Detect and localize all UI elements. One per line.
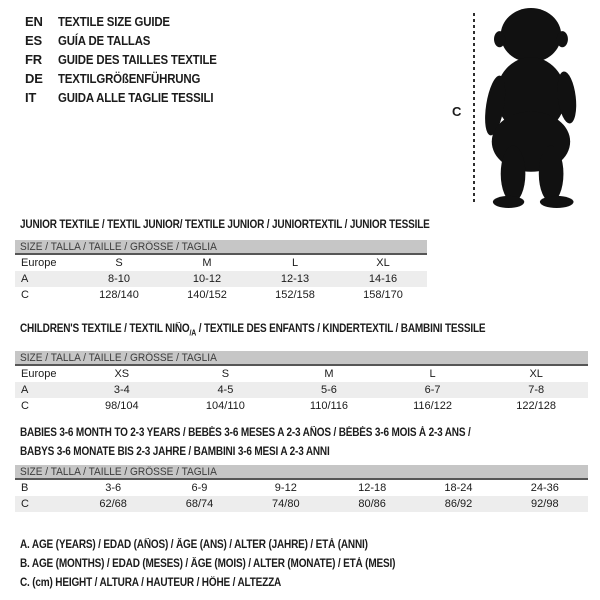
section-title-babies-line1: BABIES 3-6 MONTH TO 2-3 YEARS / BEBÉS 3-6 MESES A 2-3 AÑOS / BÉBÉS 3-6 MOIS À 2-3 ANS / xyxy=(20,427,471,439)
language-row xyxy=(25,88,238,107)
language-row xyxy=(25,50,238,69)
section-title-children xyxy=(20,322,485,336)
size-cell: 92/98 xyxy=(531,498,559,510)
size-cell: 104/110 xyxy=(205,400,245,412)
size-cell: 62/68 xyxy=(99,498,127,510)
table-row-header xyxy=(15,255,427,271)
size-cell: 140/152 xyxy=(187,289,227,301)
region-label: Europe xyxy=(21,257,57,269)
language-row xyxy=(25,69,238,88)
row-label: A xyxy=(21,384,29,396)
size-cell: 18-24 xyxy=(444,482,473,494)
footnotes xyxy=(20,536,451,593)
language-code: ES xyxy=(25,33,42,48)
size-cell: 5-6 xyxy=(321,384,337,396)
column-header: XS xyxy=(114,368,130,380)
baby-silhouette-image xyxy=(466,5,578,211)
language-code: FR xyxy=(25,52,42,67)
row-label: A xyxy=(21,273,29,285)
size-cell: 6-9 xyxy=(191,482,208,494)
language-code: EN xyxy=(25,14,43,29)
table-row-header xyxy=(15,366,588,382)
size-cell: 86/92 xyxy=(444,498,473,510)
language-row xyxy=(25,31,238,50)
size-cell: 12-18 xyxy=(358,482,387,494)
language-row xyxy=(25,12,238,31)
column-header: XL xyxy=(376,257,390,269)
language-label: TEXTILE SIZE GUIDE xyxy=(58,14,170,29)
size-cell: 98/104 xyxy=(104,400,139,412)
column-header: L xyxy=(291,257,299,269)
size-cell: 12-13 xyxy=(280,273,310,285)
footnote-line-a: A. AGE (YEARS) / EDAD (AÑOS) / ÂGE (ANS) / ALTER (JAHRE) / ETÀ (ANNI) xyxy=(20,539,368,551)
size-cell: 10-12 xyxy=(192,273,222,285)
row-label: C xyxy=(21,289,29,301)
size-cell: 116/122 xyxy=(413,400,453,412)
size-header-text: SIZE / TALLA / TAILLE / GRÖSSE / TAGLIA xyxy=(20,465,217,478)
size-header-text: SIZE / TALLA / TAILLE / GRÖSSE / TAGLIA xyxy=(20,240,217,253)
size-cell: 3-4 xyxy=(113,384,130,396)
size-cell: 128/140 xyxy=(99,289,139,301)
table-row xyxy=(15,398,588,414)
table-row xyxy=(15,382,588,398)
size-cell: 3-6 xyxy=(105,482,122,494)
column-header: XL xyxy=(529,368,543,380)
size-header-text: SIZE / TALLA / TAILLE / GRÖSSE / TAGLIA xyxy=(20,351,217,364)
table-row xyxy=(15,271,427,287)
height-measure-dotted-line xyxy=(473,13,475,204)
language-label: TEXTILGRÖßENFÜHRUNG xyxy=(58,71,201,86)
region-label: Europe xyxy=(21,368,57,380)
column-header: M xyxy=(324,368,334,380)
size-cell: 122/128 xyxy=(516,400,557,412)
babies-size-table xyxy=(15,465,588,512)
size-cell: 24-36 xyxy=(530,482,559,494)
size-cell: 14-16 xyxy=(368,273,398,285)
size-cell: 8-10 xyxy=(107,273,131,285)
column-header: M xyxy=(202,257,212,269)
children-title-part: / TEXTILE DES ENFANTS / KINDERTEXTIL / BAMBINI TESSILE xyxy=(196,323,486,335)
height-measure-label: C xyxy=(452,104,462,119)
table-row xyxy=(15,480,588,496)
section-title-junior: JUNIOR TEXTILE / TEXTIL JUNIOR/ TEXTILE JUNIOR / JUNIORTEXTIL / JUNIOR TESSILE xyxy=(20,219,430,231)
language-code: DE xyxy=(25,71,43,86)
language-label: GUIDA ALLE TAGLIE TESSILI xyxy=(58,90,214,105)
footnote-line-c: C. (cm) HEIGHT / ALTURA / HAUTEUR / HÖHE / ALTEZZA xyxy=(20,577,282,589)
size-cell: 7-8 xyxy=(528,384,545,396)
children-title-part: CHILDREN'S TEXTILE / TEXTIL NIÑO xyxy=(20,323,190,335)
size-cell: 158/170 xyxy=(363,289,403,301)
size-cell: 80/86 xyxy=(358,498,386,510)
size-cell: 68/74 xyxy=(185,498,214,510)
language-code: IT xyxy=(25,90,37,105)
size-cell: 152/158 xyxy=(275,289,315,301)
size-cell: 4-5 xyxy=(217,384,234,396)
children-title-subscript: /A xyxy=(189,328,197,338)
size-cell: 9-12 xyxy=(274,482,297,494)
children-size-table xyxy=(15,351,588,414)
table-row xyxy=(15,496,588,512)
size-cell: 74/80 xyxy=(272,498,300,510)
size-header-bar xyxy=(15,240,427,255)
row-label: C xyxy=(21,498,29,510)
language-label: GUIDE DES TAILLES TEXTILE xyxy=(58,52,217,67)
language-header xyxy=(25,12,238,107)
size-cell: 6-7 xyxy=(424,384,441,396)
size-cell: 110/116 xyxy=(309,400,349,412)
column-header: S xyxy=(221,368,230,380)
junior-size-table xyxy=(15,240,427,303)
table-row xyxy=(15,287,427,303)
row-label: B xyxy=(21,482,29,494)
column-header: S xyxy=(115,257,123,269)
footnote-line-b: B. AGE (MONTHS) / EDAD (MESES) / ÂGE (MOIS) / ALTER (MONATE) / ETÀ (MESI) xyxy=(20,558,396,570)
language-label: GUÍA DE TALLAS xyxy=(58,33,151,48)
column-header: L xyxy=(429,368,436,380)
section-title-babies-line2: BABYS 3-6 MONATE BIS 2-3 JAHRE / BAMBINI 3-6 MESI A 2-3 ANNI xyxy=(20,446,330,458)
size-header-bar xyxy=(15,465,588,480)
row-label: C xyxy=(21,400,29,412)
size-header-bar xyxy=(15,351,588,366)
